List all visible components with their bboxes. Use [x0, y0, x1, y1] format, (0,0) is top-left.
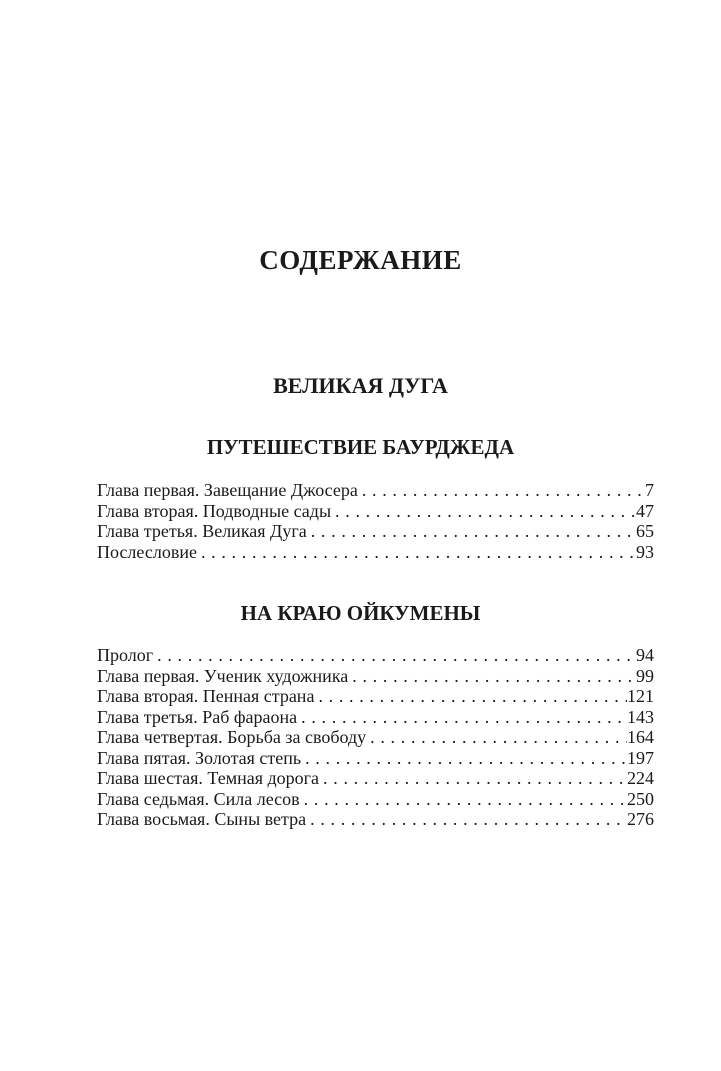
toc-entry[interactable]	[97, 480, 654, 501]
toc-entry[interactable]	[97, 521, 654, 542]
entry-page-number: 99	[636, 665, 654, 686]
entry-title: Глава третья. Раб фараона	[97, 706, 298, 727]
book-title: ВЕЛИКАЯ ДУГА	[273, 373, 448, 398]
entry-title: Глава четвертая. Борьба за свободу	[97, 727, 367, 747]
dot-leader	[197, 542, 636, 563]
entry-title: Глава первая. Завещание Джосера	[97, 480, 358, 500]
entry-title: Глава пятая. Золотая степь	[97, 747, 302, 768]
dot-leader	[306, 809, 627, 830]
toc-entry[interactable]	[97, 686, 654, 707]
dot-leader	[358, 480, 645, 501]
toc-list-part-2	[97, 645, 654, 830]
entry-title: Глава седьмая. Сила лесов	[97, 788, 300, 809]
entry-page-number: 7	[645, 480, 654, 500]
entry-page-number: 224	[627, 768, 654, 788]
entry-page-number: 65	[636, 521, 654, 541]
entry-title: Пролог	[97, 645, 154, 665]
dot-leader	[366, 727, 627, 748]
part-title-1: ПУТЕШЕСТВИЕ БАУРДЖЕДА	[206, 435, 515, 459]
entry-page-number: 47	[636, 500, 654, 521]
entry-page-number: 164	[627, 727, 654, 747]
toc-entry[interactable]	[97, 809, 654, 830]
dot-leader	[307, 521, 636, 542]
toc-entry[interactable]	[97, 666, 654, 687]
toc-entry[interactable]	[97, 542, 654, 563]
entry-title: Послесловие	[97, 541, 197, 562]
toc-entry[interactable]	[97, 768, 654, 789]
toc-entry[interactable]	[97, 789, 654, 810]
toc-list-part-1	[97, 480, 654, 562]
dot-leader	[348, 666, 636, 687]
entry-page-number: 197	[627, 747, 654, 768]
entry-title: Глава третья. Великая Дуга	[97, 521, 307, 541]
toc-entry[interactable]	[97, 707, 654, 728]
dot-leader	[153, 645, 636, 666]
page-title: СОДЕРЖАНИЕ	[259, 245, 462, 275]
dot-leader	[297, 707, 627, 728]
entry-title: Глава вторая. Подводные сады	[97, 500, 332, 521]
toc-entry[interactable]	[97, 645, 654, 666]
entry-page-number: 93	[636, 541, 654, 562]
entry-page-number: 276	[627, 809, 654, 829]
dot-leader	[314, 686, 627, 707]
dot-leader	[300, 789, 627, 810]
entry-title: Глава восьмая. Сыны ветра	[97, 809, 307, 829]
part-title-2: НА КРАЮ ОЙКУМЕНЫ	[240, 601, 481, 625]
toc-entry[interactable]	[97, 501, 654, 522]
dot-leader	[301, 748, 627, 769]
entry-page-number: 250	[627, 788, 654, 809]
dot-leader	[319, 768, 627, 789]
toc-entry[interactable]	[97, 727, 654, 748]
entry-page-number: 94	[636, 645, 654, 665]
dot-leader	[331, 501, 636, 522]
entry-page-number: 143	[627, 706, 654, 727]
entry-title: Глава шестая. Темная дорога	[97, 768, 320, 788]
entry-title: Глава вторая. Пенная страна	[97, 686, 315, 706]
entry-page-number: 121	[627, 686, 654, 706]
entry-title: Глава первая. Ученик художника	[97, 665, 349, 686]
toc-entry[interactable]	[97, 748, 654, 769]
